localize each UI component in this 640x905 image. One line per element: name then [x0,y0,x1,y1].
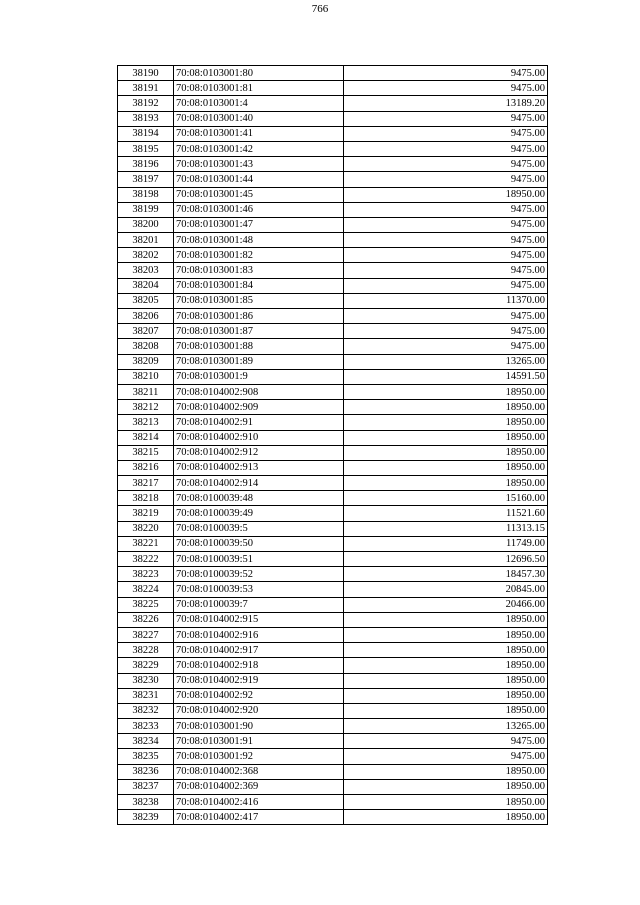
cadastral-number-cell: 70:08:0100039:5 [174,521,344,536]
table-row [118,460,548,475]
cadastral-number-cell: 70:08:0103001:47 [174,217,344,232]
table-row [118,415,548,430]
value-cell: 9475.00 [344,248,548,263]
value-cell: 9475.00 [344,81,548,96]
table-row [118,233,548,248]
row-number-cell: 38210 [118,369,174,384]
table-row [118,764,548,779]
cadastral-number-cell: 70:08:0103001:83 [174,263,344,278]
table-row [118,400,548,415]
row-number-cell: 38205 [118,293,174,308]
cadastral-number-cell: 70:08:0103001:82 [174,248,344,263]
row-number-cell: 38213 [118,415,174,430]
value-cell: 14591.50 [344,369,548,384]
table-row [118,81,548,96]
value-cell: 18950.00 [344,764,548,779]
cadastral-number-cell: 70:08:0104002:918 [174,658,344,673]
value-cell: 9475.00 [344,749,548,764]
cadastral-number-cell: 70:08:0103001:4 [174,96,344,111]
table-row [118,688,548,703]
table-row [118,187,548,202]
value-cell: 18950.00 [344,795,548,810]
cadastral-number-cell: 70:08:0103001:48 [174,233,344,248]
cadastral-number-cell: 70:08:0104002:368 [174,764,344,779]
value-cell: 9475.00 [344,339,548,354]
value-cell: 13265.00 [344,719,548,734]
value-cell: 18950.00 [344,187,548,202]
value-cell: 9475.00 [344,309,548,324]
table-row [118,309,548,324]
cadastral-number-cell: 70:08:0103001:42 [174,141,344,156]
value-cell: 9475.00 [344,172,548,187]
table-row [118,445,548,460]
row-number-cell: 38193 [118,111,174,126]
value-cell: 18950.00 [344,460,548,475]
row-number-cell: 38209 [118,354,174,369]
row-number-cell: 38204 [118,278,174,293]
value-cell: 11370.00 [344,293,548,308]
value-cell: 13265.00 [344,354,548,369]
cadastral-number-cell: 70:08:0104002:909 [174,400,344,415]
value-cell: 18950.00 [344,415,548,430]
row-number-cell: 38190 [118,66,174,81]
value-cell: 11521.60 [344,506,548,521]
value-cell: 18950.00 [344,810,548,825]
row-number-cell: 38224 [118,582,174,597]
table-row [118,612,548,627]
row-number-cell: 38201 [118,233,174,248]
value-cell: 11749.00 [344,536,548,551]
cadastral-number-cell: 70:08:0103001:88 [174,339,344,354]
table-row [118,354,548,369]
row-number-cell: 38200 [118,217,174,232]
row-number-cell: 38218 [118,491,174,506]
value-cell: 9475.00 [344,111,548,126]
table-row [118,293,548,308]
cadastral-number-cell: 70:08:0103001:81 [174,81,344,96]
value-cell: 18950.00 [344,688,548,703]
row-number-cell: 38226 [118,612,174,627]
value-cell: 18950.00 [344,779,548,794]
cadastral-number-cell: 70:08:0103001:41 [174,126,344,141]
row-number-cell: 38232 [118,703,174,718]
table-row [118,430,548,445]
table-row [118,217,548,232]
table-row [118,141,548,156]
cadastral-number-cell: 70:08:0100039:51 [174,552,344,567]
row-number-cell: 38223 [118,567,174,582]
table-row [118,749,548,764]
table-row [118,779,548,794]
table-row [118,703,548,718]
cadastral-number-cell: 70:08:0100039:7 [174,597,344,612]
row-number-cell: 38216 [118,460,174,475]
value-cell: 9475.00 [344,233,548,248]
cadastral-number-cell: 70:08:0103001:85 [174,293,344,308]
value-cell: 11313.15 [344,521,548,536]
table-row [118,263,548,278]
cadastral-number-cell: 70:08:0104002:92 [174,688,344,703]
table-row [118,278,548,293]
table-row [118,172,548,187]
row-number-cell: 38199 [118,202,174,217]
value-cell: 18950.00 [344,703,548,718]
value-cell: 18950.00 [344,384,548,399]
value-cell: 18950.00 [344,673,548,688]
value-cell: 18950.00 [344,430,548,445]
row-number-cell: 38208 [118,339,174,354]
value-cell: 18950.00 [344,627,548,642]
cadastral-number-cell: 70:08:0104002:914 [174,476,344,491]
row-number-cell: 38211 [118,384,174,399]
row-number-cell: 38221 [118,536,174,551]
row-number-cell: 38239 [118,810,174,825]
cadastral-number-cell: 70:08:0103001:44 [174,172,344,187]
table-row [118,66,548,81]
row-number-cell: 38207 [118,324,174,339]
cadastral-number-cell: 70:08:0100039:49 [174,506,344,521]
value-cell: 18950.00 [344,612,548,627]
value-cell: 12696.50 [344,552,548,567]
cadastral-number-cell: 70:08:0104002:917 [174,643,344,658]
cadastral-number-cell: 70:08:0103001:92 [174,749,344,764]
table-row [118,126,548,141]
value-cell: 9475.00 [344,202,548,217]
cadastral-number-cell: 70:08:0100039:50 [174,536,344,551]
row-number-cell: 38236 [118,764,174,779]
table-row [118,597,548,612]
row-number-cell: 38214 [118,430,174,445]
cadastral-number-cell: 70:08:0104002:913 [174,460,344,475]
row-number-cell: 38235 [118,749,174,764]
table-row [118,795,548,810]
value-cell: 9475.00 [344,734,548,749]
cadastral-number-cell: 70:08:0103001:80 [174,66,344,81]
row-number-cell: 38228 [118,643,174,658]
cadastral-number-cell: 70:08:0104002:915 [174,612,344,627]
cadastral-number-cell: 70:08:0104002:417 [174,810,344,825]
row-number-cell: 38198 [118,187,174,202]
cadastral-number-cell: 70:08:0104002:920 [174,703,344,718]
cadastral-number-cell: 70:08:0104002:908 [174,384,344,399]
table-row [118,536,548,551]
value-cell: 9475.00 [344,324,548,339]
value-cell: 9475.00 [344,157,548,172]
table-row [118,506,548,521]
cadastral-number-cell: 70:08:0103001:84 [174,278,344,293]
table-row [118,734,548,749]
cadastral-number-cell: 70:08:0100039:48 [174,491,344,506]
row-number-cell: 38215 [118,445,174,460]
row-number-cell: 38222 [118,552,174,567]
cadastral-number-cell: 70:08:0104002:369 [174,779,344,794]
value-cell: 20845.00 [344,582,548,597]
value-cell: 15160.00 [344,491,548,506]
row-number-cell: 38212 [118,400,174,415]
table-row [118,810,548,825]
cadastral-number-cell: 70:08:0104002:919 [174,673,344,688]
row-number-cell: 38195 [118,141,174,156]
row-number-cell: 38191 [118,81,174,96]
cadastral-number-cell: 70:08:0103001:43 [174,157,344,172]
cadastral-number-cell: 70:08:0100039:52 [174,567,344,582]
cadastral-number-cell: 70:08:0104002:910 [174,430,344,445]
table-row [118,111,548,126]
cadastral-number-cell: 70:08:0104002:91 [174,415,344,430]
cadastral-number-cell: 70:08:0103001:89 [174,354,344,369]
row-number-cell: 38229 [118,658,174,673]
table-row [118,491,548,506]
row-number-cell: 38231 [118,688,174,703]
cadastral-number-cell: 70:08:0104002:416 [174,795,344,810]
table-row [118,552,548,567]
table-row [118,521,548,536]
value-cell: 18457.30 [344,567,548,582]
row-number-cell: 38225 [118,597,174,612]
row-number-cell: 38220 [118,521,174,536]
table-row [118,384,548,399]
table-row [118,719,548,734]
cadastral-number-cell: 70:08:0103001:87 [174,324,344,339]
value-cell: 18950.00 [344,476,548,491]
table-row [118,96,548,111]
cadastral-number-cell: 70:08:0103001:40 [174,111,344,126]
value-cell: 9475.00 [344,278,548,293]
table-row [118,324,548,339]
table-row [118,369,548,384]
row-number-cell: 38196 [118,157,174,172]
table-row [118,673,548,688]
value-cell: 18950.00 [344,643,548,658]
table-row [118,627,548,642]
row-number-cell: 38237 [118,779,174,794]
row-number-cell: 38217 [118,476,174,491]
row-number-cell: 38219 [118,506,174,521]
row-number-cell: 38234 [118,734,174,749]
value-cell: 18950.00 [344,400,548,415]
cadastral-number-cell: 70:08:0103001:86 [174,309,344,324]
row-number-cell: 38194 [118,126,174,141]
row-number-cell: 38230 [118,673,174,688]
table-row [118,248,548,263]
table-row [118,339,548,354]
value-cell: 18950.00 [344,445,548,460]
value-cell: 9475.00 [344,141,548,156]
value-cell: 20466.00 [344,597,548,612]
value-cell: 9475.00 [344,263,548,278]
row-number-cell: 38206 [118,309,174,324]
value-cell: 9475.00 [344,217,548,232]
table-row [118,658,548,673]
table-row [118,476,548,491]
page-number: 766 [311,3,329,15]
table-row [118,202,548,217]
row-number-cell: 38197 [118,172,174,187]
cadastral-number-cell: 70:08:0100039:53 [174,582,344,597]
table-body [118,66,548,825]
value-cell: 9475.00 [344,66,548,81]
row-number-cell: 38227 [118,627,174,642]
table-row [118,643,548,658]
cadastral-number-cell: 70:08:0103001:46 [174,202,344,217]
cadastral-number-cell: 70:08:0103001:90 [174,719,344,734]
value-cell: 9475.00 [344,126,548,141]
cadastral-number-cell: 70:08:0103001:9 [174,369,344,384]
row-number-cell: 38202 [118,248,174,263]
cadastral-number-cell: 70:08:0103001:91 [174,734,344,749]
cadastral-number-cell: 70:08:0104002:912 [174,445,344,460]
table-row [118,582,548,597]
cadastral-number-cell: 70:08:0103001:45 [174,187,344,202]
value-cell: 18950.00 [344,658,548,673]
row-number-cell: 38203 [118,263,174,278]
cadastral-table [117,65,548,825]
row-number-cell: 38233 [118,719,174,734]
cadastral-number-cell: 70:08:0104002:916 [174,627,344,642]
row-number-cell: 38192 [118,96,174,111]
table-row [118,157,548,172]
value-cell: 13189.20 [344,96,548,111]
row-number-cell: 38238 [118,795,174,810]
table-row [118,567,548,582]
